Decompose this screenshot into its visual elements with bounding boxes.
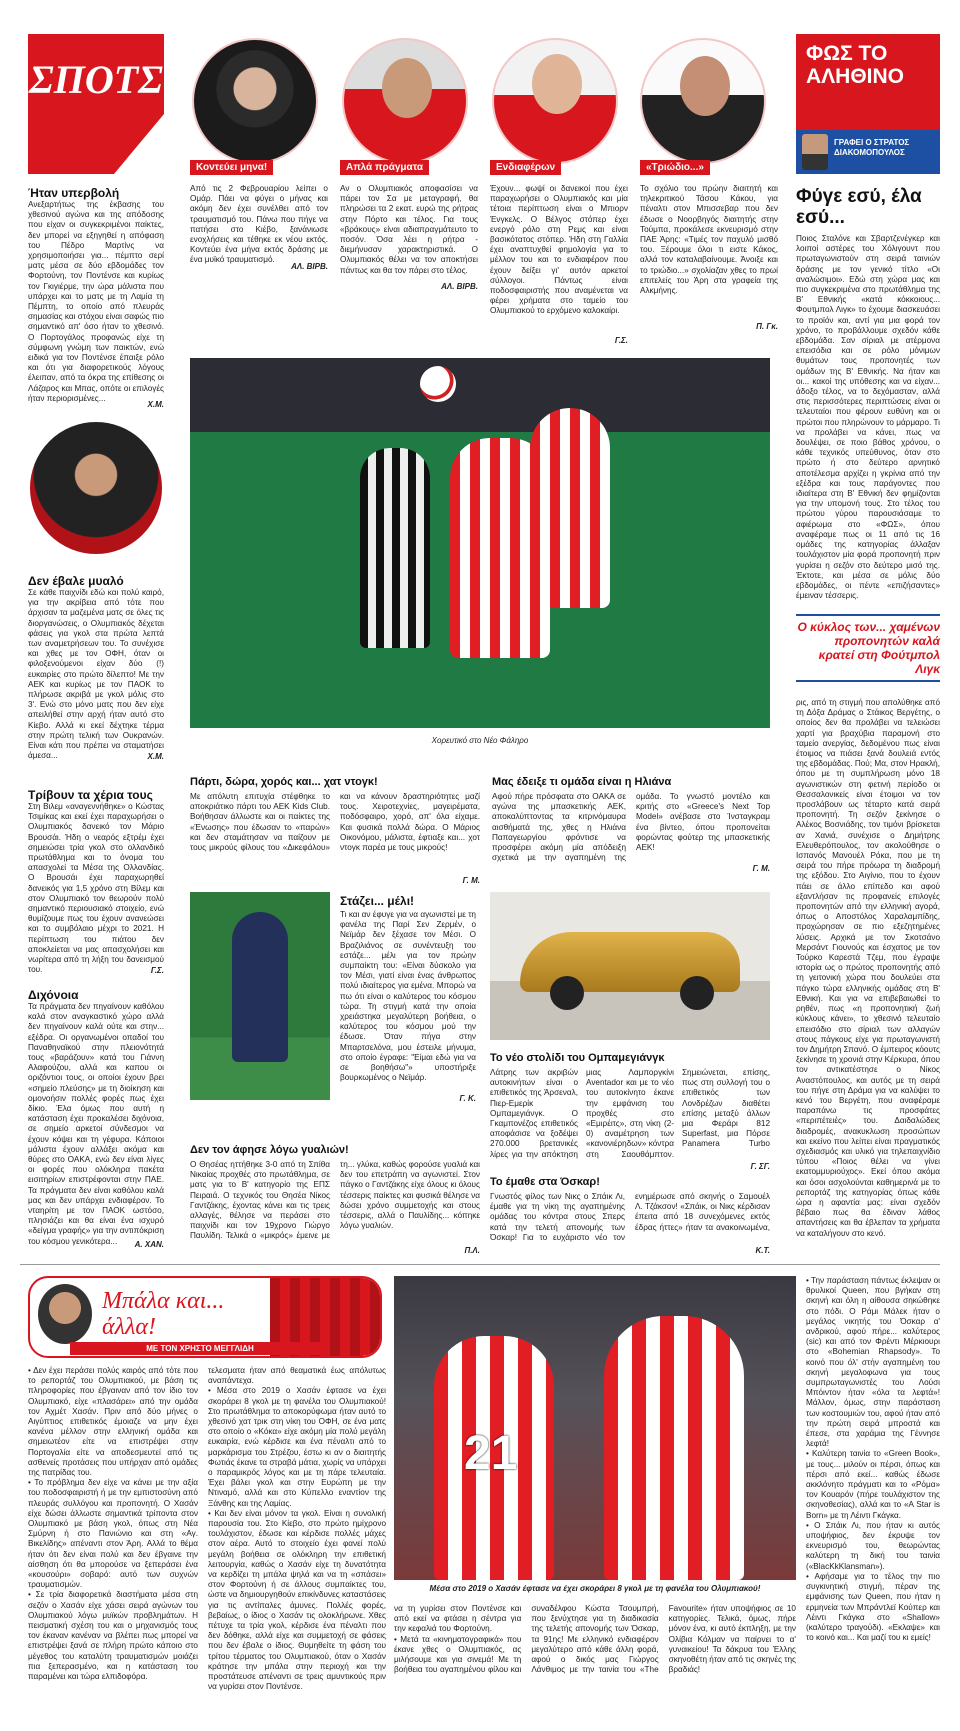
portrait-sa bbox=[342, 38, 468, 164]
bottom-col-3: να τη γυρίσει στον Ποντένσε και από εκεί να φτάσει η σέντρα για την κεφαλιά του Φορτούνη. • Μετά τα «κινηματογραφικά» που έκανε χθες ο Ολυμπιακός, ας μιλήσουμε και για σινεμά! Με τη βοήθεια του αγαπημένου φίλου και συναδέλφου Κώστα Τσουμπρή, που ξενύχτησε για τη διαδικασία της τελετής απονομής των Όσκαρ, τα 91ης! Με ελληνικό ενδιαφέρον μεγαλύτερο από κάθε άλλη φορά, αφού ο δικός μας Γιώργος Λάνθιμος με την ταινία του «The Favourite» ήταν υποψήφιος σε 10 κατηγορίες. Τελικά, όμως, πήρε μόνον ένα, κι αυτό έκπληξη, με την Ολίβια Κόλμαν να παίρνει το α' γυναικείου! Τα δάκρυα του Έλλης σκηνοθέτη ήταν από τις σκηνές της βραδιάς! bbox=[394, 1604, 796, 1675]
portrait-omar bbox=[192, 38, 318, 164]
face-shape bbox=[382, 58, 432, 118]
bottom-photo-caption: Μέσα στο 2019 ο Χασάν έφτασε να έχει σκοράρει 8 γκολ με τη φανέλα του Ολυμπιακού! bbox=[429, 1584, 761, 1593]
spots-logo bbox=[28, 34, 164, 174]
left-text-4: Τα πράγματα δεν πηγαίνουν καθόλου καλά στον αναγκαστικό χώρο αλλά δεν πηγαίνουν καλά ούτε και στην... εξέδρα. Οι οργανωμένοι οπαδοί του Παναθηναϊκού στην πλειονότητά τους «βαράζουν» κατά του Γιάννη Αλαφούζου, αλλά και καπου οι οριζόντιοι τους, οι οποίοι έχουν βρει «σημείο πλεύσης» με τη διοίκηση και ομονοήσιν πολλές φορές πως έχει δίκιο. Έλα όμως που αυτή η κατάσταση έχει προκαλέσει διχόνοια, σε σημείο αρκετοί σύνδεσμοι να έχουν κόψει και τη γέφυρα. Κάποιοι μάλιστα έχουν αλλάξει ακόμα και θύρες στο ΟΑΚΑ, ενώ δεν είναι λίγες οι φορές που ολόκληρα πακέτα εισιτηρίων επιστρέφονται στην ΠΑΕ. Τα πράγματα δεν είναι καθόλου καλά μας και δεν υπάρχει ενδιαφέρον. Το νταηρίτη με τον ΠΑΟΚ ωστόσο, πλησιάζει και θα είναι ένα ισχυρό «δείγμα γραφής» για την αντιπόκριση του κόσμου γενικότερα... bbox=[28, 1002, 164, 1246]
spot-2-sig: ΑΛ. ΒΙΡΒ. bbox=[441, 282, 478, 291]
left-text-3: Στη Βιλεμ «αναγεννήθηκε» ο Κώστας Τσιμίκας και εκεί έχει παραχωρήσει ο Ολυμπιακός δανεικό τον Μάριο Βρουσάι. Ήδη ο νεαρός εξτρέμ έχει σημειώσει τρία γκολ στο ολλανδικό πρωτάθλημα και το όνομα του απασχολεί τα Μέσα της Ολλανδίας. Ο Βρουσάι έχει παραχωρηθεί δανεικός για 1,5 χρόνο στη Βίλεμ και στον Ολυμπιακό τον θεωρούν πολύ σημαντικό περιουσιακό στοιχείο, ενώ θυμίζουμε πως του έχουν ανανεώσει και το συμβόλαιο μέχρι το 2021. Η περίπτωση του πιάτου δεν αποκλείεται να μας απασχολήσει και νωρίτερα από τη λήξη του δανεισμού του. bbox=[28, 802, 164, 975]
fos-byline: ΓΡΑΦΕΙ Ο ΣΤΡΑΤΟΣ ΔΙΑΚΟΜΟΠΟΥΛΟΣ bbox=[834, 138, 910, 157]
face-shape bbox=[532, 54, 582, 114]
mid-heading-5: Το νέο στολίδι του Ομπαμεγιάνγκ bbox=[490, 1052, 665, 1064]
spot-3-text: Έχουν... φωψί οι δανεικοί που έχει παραχωρήσει ο Ολυμπιακός και μία τέτοια περίπτωση είναι ο Μπιορν Ένγκελς. Ο Βέλγος στόπερ έχει ενεργό ρόλο στη Ρεμς και είναι βασικότατος στόπερ. Ήδη στη Γαλλία έχει αναπτυχθεί φημολογία για το μέλλον του και το ενδιαφέρον που έχουν δείξει γι' αυτόν αρκετοί σύλλογοι. Πάντως είναι ποδοσφαιριστής που αναμένεται να φέρει χρήματα στο ταμείο του Ολυμπιακού το ερχόμενο καλοκαίρι. bbox=[490, 184, 628, 316]
mid-sig-3: Γ. Κ. bbox=[459, 1094, 476, 1103]
mid-text-5: Λάτρης των ακριβών αυτοκινήτων είναι ο επιθετικός της Άρσεναλ, Πιερ-Εμερίκ Ομπαμεγιάνγκ. Ο Γκαμπονέζος επιθετικός αποφάσισε να ξοδέψει 270.000 βρετανικές λίρες για την απόκτηση μιας Λαμποργκίνι Aventador και με το νέο του αυτοκίνητο έκανε την εμφάνιση του προχθές στο «Εμιρέιτς», στη νίκη (2-0) αναμέτρηση των «κανονιέρηδων» κόντρα στη Σαουθάμπτον. Σημειώνεται, επίσης, πως στη συλλογή του ο επιθετικός των Λονδρέζων διαθέτει επίσης μεταξύ άλλων μια Φεράρι 812 Superfast, μια Πόρσε Panamera Turbo bbox=[490, 1068, 770, 1159]
fos-header-box bbox=[796, 34, 940, 174]
player-hasan bbox=[604, 1316, 744, 1580]
left-sig-2: Χ.Μ. bbox=[147, 752, 164, 761]
fos-title: ΦΩΣ ΤΟ ΑΛΗΘΙΝΟ bbox=[806, 42, 905, 88]
mid-sig-4: Π.Λ. bbox=[464, 1246, 480, 1255]
right-text-1: Ποιος Σταλόνε και Σβαρτζενέγκερ και λοιποί αστέρες του Χόλιγουντ που πρωταγωνιστούν στη σειρά ταινιών δράσης με τον γενικό τίτλο «Οι αναλώσιμοι». Εδώ στη χώρα μας και πιο συγκεκριμένα στο πρωτάθλημα της Β' Εθνικής «κατά κόκκοιους... Φουτμπολ Λιγκ» το έχουμε διασκευάσει το προϊόν και, αντί για μια φορά τον χρόνο, το προβάλλουμε σχεδόν κάθε εβδομάδα. Σαν σίριαλ με ατέρμονα επεισόδια και σε ρόλο μόνιμων θυμάτων τους προπονητές των ομάδων της Β' Εθνικής. Να ήταν και οι... κακοί της υπόθεσης και να είχαν... άδοξο τέλος, να το δεχόμασταν, αλλά στις περισσότερες περιπτώσεις είναι οι τελευταίοι που φέρουν ευθύνη και οι πρώτοι που πληρώνουν το μάρμαρο. Τι να προλάβει να κάνει, πως να δουλέψει, σε ποιο βάθος χρόνου, ο κάθε τεχνικός υπεύθυνος, όταν στο πρώτο ή στο δεύτερο αρνητικό αποτέλεσμα αρχίζει η γκρίνια από την εξέδρα και τους παράγοντες που ιδιαίτερα στη Β' Εθνική δεν φημίζονται για την υπομονή τους. Στο τέλος του πρώτου γύρου παρουσιάσαμε το αφιέρωμα στο «ΦΩΣ», όπου αναφέραμε πως οι 11 από τις 16 ομάδες της κατηγορίας άλλαξαν τουλάχιστον μία φορά προπονητή πριν γυρίσει η σεζόν στο δεύτερο μισό της. Έκτοτε, και μέσα σε μόλις δύο εβδομάδες, οι πέντε «επιζήσαντες» έμειναν τέσσερις. bbox=[796, 234, 940, 601]
spot-4-text: Το σχόλιο του πρώην διαιτητή και τηλεκριτικού Τάσου Κάκου, για πέναλτι στον Μπισσεβαρ που δεν έδωσε ο Νοορβηγός διαιτητής στην Τούμπα, προκάλεσε εκνευρισμό στην ΠΑΕ Άρης: «Τιμές τον παχυλό μισθό του. Ξέρουμε όλοι τι ειστε Κάκος, αλλά τον καταλαβαίνουμε. Άνοιξε και το τριώδιο...» σχολίαζαν χθες το πρωί επιτελείς του Άρη στα γραφεία της Αλκμήνης. bbox=[640, 184, 778, 296]
tag-1: Κοντεύει μηνα! bbox=[190, 160, 273, 175]
logo-corner-cut bbox=[114, 114, 164, 174]
car-wheel-rear bbox=[680, 976, 714, 1010]
mid-sig-1: Γ. Μ. bbox=[462, 876, 480, 885]
player-red-2 bbox=[530, 408, 610, 608]
section-divider bbox=[20, 1264, 940, 1265]
left-text-2: Σε κάθε παιχνίδι εδώ και πολύ καιρό, για την ακρίβεια από τότε που άρχισαν τα μαζεμένα ματς σε όλες τις διοργανώσεις, ο Ολυμπιακός δέχεται φάσεις για γκολ στα πρώτα λεπτά των αναμετρήσεων του. Το συνέχισε και χθες με τον ΟΦΗ, όταν οι φιλοξενούμενοι είχαν δύο (!) ευκαιρίες στο πρώτο δίλεπτο! Με την ΑΕΚ και κυρίως με τον ΠΑΟΚ το πλήρωσε ακριβά με γκολ μόλις στο 3'. Ενώ στο μόνο ματς που δεν είχε απειλήθεί στην αρχή ήταν αυτό στο Κίεβο. Αλλά κι εκεί δέχτηκε τέρμα στην πρώτη τελική των Ουκρανών. Είναι κάτι που πρέπει να σταματήσει άμεσα... bbox=[28, 588, 164, 761]
right-quote: Ο κύκλος των... χαμένων προπονητών καλά κρατεί στη Φούτμπολ Λιγκ bbox=[796, 614, 940, 682]
left-heading-2: Δεν έβαλε μυαλό bbox=[28, 574, 124, 588]
mid-sig-2: Γ. Μ. bbox=[752, 864, 770, 873]
player-neymar bbox=[232, 912, 288, 1062]
mid-sig-5: Γ. ΣΓ. bbox=[750, 1162, 770, 1171]
mid-heading-4: Δεν τον άφησε λόγω γυαλιών! bbox=[190, 1144, 349, 1156]
portrait-martins bbox=[28, 420, 164, 556]
mid-text-6: Γνωστός φίλος των Νικς ο Σπάικ Λι, έμαθε για τη νίκη της αγαπημένης ομάδας του κόντρα στους Σπερς κατά την τελετή απονομής των Όσκαρ! Για το ευχάριστο νέο τον ενημέρωσε από σκηνής ο Σαμουέλ Λ. Τζάκσον! «Σπάικ, οι Νικς κέρδισαν έπειτα από 18 συνεχόμενες εκτός έδρας ήττες» ήταν τα ανακοινωμένα, bbox=[490, 1192, 770, 1242]
portrait-kakos bbox=[640, 38, 766, 164]
banner-title: Μπάλα και... άλλα! bbox=[102, 1288, 225, 1340]
player-21 bbox=[434, 1336, 554, 1580]
left-heading-3: Τρίβουν τα χέρια τους bbox=[28, 788, 153, 802]
author-avatar bbox=[802, 134, 828, 170]
tag-2: Απλά πράγματα bbox=[340, 160, 429, 175]
bottom-col-4: • Την παράσταση πάντως έκλεψαν οι θρυλικοί Queen, που βγήκαν στη σκηνή και όλη η αίθουσα σηκώθηκε στο πόδι. Ο Ράμι Μάλεκ ήταν ο μεγάλος νικητής του Όσκαρ α' ανδρικού, αφού πήρε... καλύτερος (sic) και από τον Φρέντι Μέρκιουρι στο «Bohemian Rhapsody». Το κοινό που όλ' στήν αγαπημένη του σκηνή μεγαλοφωνα για τους συμπρωταγωνιστές του Λούσι Μπόιντον ήταν «όλα τα λεφτά»! Μάλλον, όμως, στην παράσταση των κοστουμιών του, αφού ήταν από την πρώτη σειρά μπροστά και έπεσε, στα χαράμια της Γέννησε λεφτά! • Καλύτερη ταινία το «Green Book», με τους... μιλούν οι πέρσι, όπως και πέρσι από εκεί... καθώς έδωσε ακκλόνητο πράγματι και το «Ρόμα» τον Κουαρόν (πήρε τουλάχιστον της σκηνοθεσίας), αλλά και το «A Star is Born» με τη Λέιντι Γκάγκα. • Ο Σπάικ Λι, που ήταν κι αυτός υποψήφιος, δεν έκρυψε τον εκνευρισμό του, θεωρώντας καλύτερη τη δική του ταινία («BlacKkKlansman»). • Αφήσαμε για το τέλος την πιο συγκινητική στιγμή, πέραν της εμφάνισης των Queen, που ήταν η ερμηνεία των Μπράντλεϊ Κούπερ και Λέιντι Γκάγκα στο «Shallow» (καλύτερο τραγούδι). «Εκλαψε» και το κοινό και... Και μαζί του κι εμείς! bbox=[806, 1276, 940, 1643]
mid-text-2: Αφού πήρε πρόσφατα στο ΟΑΚΑ σε αγώνα της μπασκετικής ΑΕΚ, αποκαλύπτοντας τα κιτρινόμαυρα αισθήματά της, χθες η Ηλιάνα Παπαγεωργίου φρόντισε να προσφέρει ακόμη μία απόδειξη σχετικά με την αγαπημένη της ομάδα. Το γνωστό μοντέλο και κριτής στο «Greece's Next Top Model» ανέβασε στο Ίνσταγκραμ ένα βίντεο, όπου προπονείται φορώντας φούτερ της μπασκετικής ΑΕΚ! bbox=[492, 792, 770, 863]
bottom-col-2: τελεσματα ήταν από θεαματικά έως απόλυτως αναπάντεχα. • Μέσα στο 2019 ο Χασάν έφτασε να έχει σκοράρει 8 γκολ με τη φανέλα του Ολυμπιακού! Στο πρωτάθλημα το αποκορύφωμα ήταν αυτό το χθεσινό χατ τρικ στη νίκη του ΟΦΗ, σε ένα ματς στο οποίο ο «Κόκα» είχε ακόμη μία πολύ μεγάλη ευκαιρία, ενώ κέρδισε και ένα πέναλτι από το μαρκάρισμα του Στρέζου, έστω κι αν ο διαιτητής Φωτιάς έκανε τα στραβά μάτια, χωρίς να υπάρχει ο παραμικρός λόγος και με τη πάρε τελευταία. Έχει βάλει γκολ και στην Ευρώπη με την Ντιναμό, αλλά και στο Κύπελλο εναντίον της Ξάνθης και της Λαμίας. • Και δεν είναι μόνον τα γκολ. Είναι η συνολική παρουσία του. Στο Κίεβο, στο πρώτο ημίχρονο τουλάχιστον, έδωσε και κέρδισε πολλές μάχες στον αέρα. Αυτό το στοιχείο έχει φανεί πολύ μεγάλη βοήθεια σε ολόκληρη την επιθετική λειτουργία, καθώς ο Χασάν είχε τη δυνατότητα να κερδίζει τη μπάλα ψηλά και να τη «σπάσει» στον Φορτούνη ή σε άλλους συμπαίκτες του, ώστε να δημιουργηθούν επικίνδυνες καταστάσεις για τις αντίπαλες άμυνες. Πολλές φορές, βεβαίως, ο ίδιος ο Χασάν τις ολοκλήρωνε. Χθες πέτυχε τα τρία γκολ, κέρδισε ένα πέναλτι που δεν δόθηκε, αλλά είχε και συμμετοχή σε φάσεις που δεν έβαλε ο ίδιος. Θυμηθείτε τη φάση του τρίτου τέρματος του Ολυμπιακού, όταν ο Χασάν κράτησε την μπάλα στην περιοχή και την προστάτευσε απέναντι σε τρεις αμυντικούς πριν να γυρίσει στον Ποντένσε. bbox=[208, 1366, 386, 1692]
mid-sig-6: Κ.Τ. bbox=[755, 1246, 770, 1255]
left-text-1: Ανεξαρτήτως της έκβασης του χθεσινού αγώνα και της απόδοσης που είχαν οι συγκεκριμένοι παίκτες, δεν μπορεί να εξηγηθεί η απόφαση του Πέδρο Μαρτίνς να χρησιμοποιήσει για... πέμπτο σερί ματς μέσα σε δύο εβδομάδες τον Φορτούνη, τον Ποντένσε και κυρίως τον Γκιγιέρμε, την ώρα μάλιστα που υπάρχει και το ματς με τη Λαμία τη Πέμπτη, το οποίο από πλευράς σημασίας και στόχου είναι σαφώς πιο σημαντικό απ' όσο ήταν το χθεσινό. Ο Πορτογάλος προφανώς είχε τη σύμφωνη γνώμη των παικτών, ενώ ειδικά για τον Ποντένσε έπαιξε ρόλο και ότι για διαφορετικούς λόγους έλειπαν, από τα όκρα της επίθεσης οι Λάζαρος και Μπας, οπότε οι επιλογές ήταν περιορισμένες... bbox=[28, 200, 164, 403]
mid-heading-3: Στάζει... μέλι! bbox=[340, 894, 415, 908]
main-photo-caption: Χορευτικό στο Νέο Φάληρο bbox=[431, 736, 529, 745]
fos-byline-bar bbox=[796, 130, 940, 174]
right-text-2: ρις, από τη στιγμή που απολύθηκε από τη Δόξα Δράμας ο Στάικος Βεργέτης, ο οποίος δεν θα προλάβει να τελειώσει χαρτί για βραχύβια παραμονή στο ταμείο ανεργίας, δεδομένου πως είναι έτοιμος να πιάσει ξανά δουλειά εντός της εβδομάδας. Πού; Μα, στον Ηρακλή, όπου με τη συμπλήρωση μόνο 18 αγωνιστικών στη φετινή περίοδο οι Θεσσαλονικείς είναι έτοιμοι να τον προσλάβουν ως τέταρτο κατά σειρά προπονητή. Τη σεζόν ξεκίνησε ο Αλέκος Βοσνιάδης, τον τιμόνι βρίσκεται αν Χανιά, συνέχισε ο Δημήτρης Ελευθερόπουλος, τον ακολούθησε ο Ισπανός Μανουέλ Ρόκα, που με τη σειρά του πήρε πρόωρα τη διαδρομή της εξόδου. Στο Αιγίνιο, που το έχουν πάει σε άλλο επίπεδο και αφού εξαντλήσαν τις προφανείς επιλογές προπονητών από την ελληνική αγορά, όπως ο Αποστόλος Χαραλαμπίδης, προχώρησαν σε πιο εξεζητημένες λύσεις. Αρχικά με τον Σκοτσάνο Μερσάντ Γιουνούς και έσχατος με τον Τούρκο Καρεστά Τζεμ, που έγραψε ιστορία ως ο πρώτος προπονητής από τη γειτονική χώρα που δουλεύει στα πάγκο τώρα ελληνικής ομάδας στη Β' Εθνική. Και για να επιβεβαιωθεί το ρηθέν, πως «η προπονητική ζωή κύκλους κάνει», το χθεσινό τελευταίο επεισόδιο στο σίριαλ των αλλαγών στους πάγκους είχε για πρωταγωνιστή τον Δημήτρη Σπανό. Ο έμπειρος κόουτς ξεκίνησε τη χρονιά στην Κέρκυρα, όπου τον αντικατέστησε ο Νίκος Αναστόπουλος, και αυτός με τη σειρά του πήγε στη Δράμα για να καλύψει το κενό του Βεργέτη, που αναφέραμε παραπάνω τις προσφάτες «περιπέτειές» του. Δαιδαλώδεις διαδρομές, ανακυκλωση προσώπων και εκείνο που λείπει είναι πραγματικός σχεδιασμός και υλικό για τηλεπαιχνίδιο τύπου «Ποιος θέλει να γίνει εκατομμυριούχος». Εκεί όπου ακόμα και όσοι ασχολούνται καθημερινά με το ρεπορτάζ της κατηγορίας όπως κάθε ώρα η αφαντία μας: είναι σχεδόν βέβαιο πως θα έδιναν λάθος απαντήσεις και θα έβλεπαν τα χρήματα να καταλήγουν στο κενό. bbox=[796, 698, 940, 1238]
spot-1-sig: ΑΛ. ΒΙΡΒ. bbox=[291, 262, 328, 271]
mid-text-1: Με απόλυτη επιτυχία στέφθηκε το αποκριάτικο πάρτι του ΑΕΚ Kids Club. Βοήθησαν άλλωστε και οι παίκτες της «Ένωσης» που έδωσαν το «παρών» και δεν σταμάτησαν να παίζουν με τους μικρούς φίλους του «Δικεφάλου» και να κάνουν δραστηριότητες μαζί τους. Χειροτεχνίες, μαγειρέματα, ποδόσφαιρο, χορό, απ' όλα είχαμε. Και φυσικά πολλά δώρα. Ο Μάριος Οικονόμου, μάλιστα, έφτιαξε και... χοτ ντογκ παρέα με τους μικρούς! bbox=[190, 792, 480, 853]
shirt-number: 21 bbox=[464, 1427, 518, 1480]
spot-4-sig: Π. Γκ. bbox=[756, 322, 778, 331]
spot-1-text: Από τις 2 Φεβρουαρίου λείπει ο Ομάρ. Πάει να φύγει ο μήνας και ακόμη δεν έχει συνέλθει από τον τραυματισμό του. Πάνω που πήγε να πατήσει στο Κιέβο, ξανάνιωσε ενοχλήσεις και τέθηκε εκ νέου εκτός. Κοντεύει ένα μήνα εκτός δράσης με ένα μυϊκό τραυματισμό. bbox=[190, 184, 328, 265]
left-sig-4: Α. ΧΑΝ. bbox=[134, 1240, 164, 1249]
mid-text-3: Τι και αν έφυγε για να αγωνιστεί με τη φανέλα της Παρί Σεν Ζερμέν, ο Νεϊμάρ δεν ξέχασε τον Μέσι. Ο Βραζιλιάνος σε συνέντευξη του εστάζε... μέλι για τον πρώην συμπαίκτη του: «Είναι δύσκολο για τον Μέσι, γιατί είναι ένας άνθρωπος πολύ ιδιαίτερος για εμένα. Μπορώ να πω ότι είναι ο καλύτερος του κόσμου τώρα. Τη στιγμή κατά την οποία χρειάστηκα μεγαλύτερη βοήθεια, ο καλύτερος του κόσμου μού την έδωσε. Όταν πήγα στην Μπαρτσελόνα, μου έστειλε μήνυμα, στο οποίο έγραφε: "Είμαι εδώ για να σε βοηθήσω"» υποστήριξε βουρκωμένος ο Νεϊμάρ. bbox=[340, 910, 476, 1083]
mid-heading-2: Μας έδειξε τι ομάδα είναι η Ηλιάνα bbox=[492, 776, 672, 788]
right-heading: Φύγε εσύ, έλα εσύ... bbox=[796, 186, 922, 228]
columnist-avatar bbox=[38, 1284, 92, 1344]
bottom-banner bbox=[28, 1276, 382, 1358]
left-sig-3: Γ.Σ. bbox=[150, 966, 164, 975]
photo-neymar bbox=[190, 892, 330, 1100]
banner-subtitle: ΜΕ ΤΟΝ ΧΡΗΣΤΟ ΜΕΓΓΛΙΔΗ bbox=[70, 1342, 330, 1355]
ball bbox=[420, 366, 456, 402]
mid-heading-6: Το έμαθε στα Όσκαρ! bbox=[490, 1176, 600, 1188]
tag-3: Ενδιαφέρων bbox=[490, 160, 561, 175]
player-ofi bbox=[360, 448, 430, 648]
spot-3-sig: Γ.Σ. bbox=[614, 336, 628, 345]
portrait-engels bbox=[492, 38, 618, 164]
photo-lamborghini bbox=[490, 892, 770, 1040]
face-shape bbox=[680, 56, 730, 116]
mid-heading-1: Πάρτι, δώρα, χορός και... χατ ντογκ! bbox=[190, 776, 378, 788]
bottom-col-1: • Δεν έχει περάσει πολύς καιρός από τότε που το ρεπορτάζ του Ολυμπιακού, με βάση τις πληροφορίες που έβγαιναν από τον ίδιο τον Ολυμπιακό, είχε «πλασάρει» από την ομάδα τον Αχμέτ Χασάν. Πριν από δύο μήνες ο Αιγύπτιος επιθετικός έμοιαζε να μην έχει κανένα μέλλον στην ελληνική ομάδα και σημειωτέον είτε να επιστρέψει στην Πορτογαλία είτε να αποδεσμευτεί από τις ασθενείς προτάσεις που υπήρχαν από ομάδες της πατρίδας του. • Το πρόβλημα δεν είχε να κάνει με την αξία του ποδοσφαιριστή ή με την εμπιστοσύνη από πλευράς συλλόγου και προπονητή. Ο Χασάν είχε δώσει άλλωστε σημαντικά τρίποντα στον Ολυμπιακό με βάση γκολ, όπως στη Νέα Σμύρνη ή στο Πανιώνιο και στη «Αγ. Βικελίδης» απέναντι στον Άρη. Αλλά το θέμα ήταν ότι δεν είναι πολύ και δεν έβγαινε την αίσθηση ότι θα μπορούσε να ξεπεράσει ένα «κουσούρι» σοβαρό: αυτό των συχνών τραυματισμών. • Σε τρία διαφορετικά διαστήματα μέσα στη σεζόν ο Χασάν είχε χάσει σειρά αγώνων του Ολυμπιακού λόγω μυϊκών προβλημάτων. Η πεισματική σχέση του και ο μηχανισμός τους τον έκαναν κανέναν να βλέπει πως μπορεί να επιστρέψει ξανά σε πλήρη πρώτο κάποιο στο μέγεθος του καταλύτη τραυματισμών μοιάζει πια ξεπερασμένο, και η κατάσταση του παραμένει και τώρα ελπιδοφόρα. bbox=[28, 1366, 198, 1682]
mid-text-4: Ο Θησέας ηττήθηκε 3-0 από τη Σπίθα Νικαίας προχθές στο πρωτάθλημα, σε ματς για το Β' κατηγορίο της ΕΠΣ Πειραιά. Ο τεχνικός του Θησέα Νίκος Γαντζάκης, έχοντας κάνει και τις τρεις αλλαγές, θέλησε να περάσει στο παιχνίδι και τον 19χρονο Γιώργο Παυλίδη. Τελικά ο «μικρός» έμεινε με τη... γλύκα, καθώς φορούσε γυαλιά και δεν του επετράπη να αγωνιστεί. Στον πάγκο ο Γαντζάκης είχε όλους κι όλους τέσσερις παίκτες και φυσικά θέλησε να δώσει χρόνο συμμετοχής και στους τέσσερις, αλλά ο Παυλίδης... κόπηκε λόγω γυαλιών. bbox=[190, 1160, 480, 1241]
main-photo-olympiacos-ofi bbox=[190, 358, 770, 728]
spots-logo-text: ΣΠΟΤΣ bbox=[29, 57, 163, 102]
spot-2-text: Αν ο Ολυμπιακός αποφασίσει να πάρει τον Σα με μεταγραφή, θα πληρώσει τα 2 εκατ. ευρώ της ρήτρας στην Πόρτο και τέλος. Για τους «βράκους» είναι αδιαπραγμάτευτο το ποσόν. Όσα λέει η ρήτρα - διεμήνυσαν χαρακτηριστικά. Ο Ολυμπιακός θέλει να τον αποκτήσει πάντως και θα τον πάρει στο τέλος. bbox=[340, 184, 478, 275]
left-sig-1: Χ.Μ. bbox=[147, 400, 164, 409]
left-heading-4: Διχόνοια bbox=[28, 988, 79, 1002]
photo-hasan-celebration bbox=[394, 1276, 796, 1580]
car-wheel-front bbox=[550, 976, 584, 1010]
tag-4: «Τριώδιο...» bbox=[640, 160, 710, 175]
left-heading-1: Ήταν υπερβολή bbox=[28, 186, 120, 200]
